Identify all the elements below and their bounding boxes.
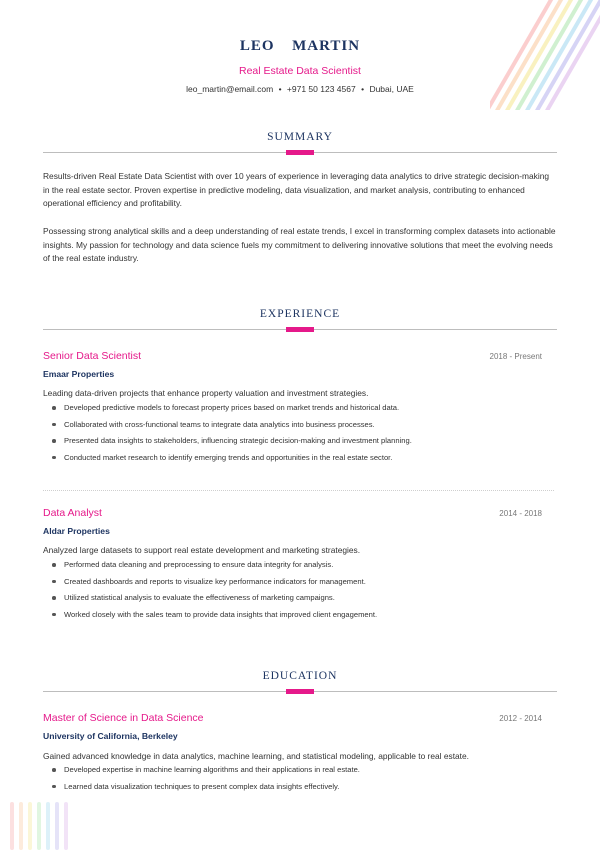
- list-item: [52, 435, 552, 452]
- bullet-icon: [52, 439, 56, 443]
- bullet-text: Developed expertise in machine learning algorithms and their applications in real estate.: [64, 765, 360, 774]
- candidate-job-title: Real Estate Data Scientist: [239, 65, 361, 77]
- job-bullet-list: [52, 402, 552, 468]
- contact-line: [0, 84, 600, 94]
- bullet-text: Performed data cleaning and preprocessing to ensure data integrity for analysis.: [64, 560, 334, 569]
- candidate-name: LEO MARTIN: [239, 38, 361, 54]
- decor-bar: [64, 802, 68, 850]
- degree-description: Gained advanced knowledge in data analytics, machine learning, and statistical modeling, applicable to real estate.: [43, 751, 469, 761]
- list-item: [52, 609, 552, 626]
- section-heading-education: [43, 670, 557, 700]
- job-title: Data Analyst: [43, 507, 102, 519]
- contact-location: Dubai, UAE: [369, 84, 414, 94]
- bullet-text: Conducted market research to identify emerging trends and opportunities in the real estate sector.: [64, 452, 393, 462]
- job-title: Senior Data Scientist: [43, 350, 142, 362]
- bullet-text: Developed predictive models to forecast property prices based on market trends and historical data.: [64, 403, 400, 412]
- list-item: [52, 592, 552, 609]
- bullet-icon: [52, 613, 56, 617]
- bullet-text: Learned data visualization techniques to present complex data insights effectively.: [64, 781, 340, 791]
- list-item: [52, 452, 552, 469]
- decor-bar: [46, 802, 50, 850]
- section-title: EXPERIENCE: [259, 308, 341, 320]
- degree-dates: 2012 - 2014: [499, 714, 542, 723]
- section-accent-bar: [286, 150, 314, 155]
- bullet-text: Utilized statistical analysis to evaluate the effectiveness of marketing campaigns.: [64, 593, 335, 602]
- degree-title: Master of Science in Data Science: [43, 712, 204, 724]
- contact-separator: •: [278, 84, 282, 94]
- decor-bar: [28, 802, 32, 850]
- section-heading-experience: [43, 308, 557, 338]
- list-item: [52, 559, 552, 576]
- decor-bar: [19, 802, 23, 850]
- list-item: [52, 764, 552, 781]
- contact-phone: +971 50 123 4567: [286, 84, 356, 94]
- section-heading-summary: [43, 131, 557, 161]
- contact-separator: •: [361, 84, 365, 94]
- bullet-text: Created dashboards and reports to visualize key performance indicators for management.: [64, 576, 366, 586]
- contact-email[interactable]: leo_martin@email.com: [186, 84, 274, 94]
- list-item: [52, 419, 552, 436]
- section-title: SUMMARY: [267, 131, 333, 143]
- bullet-icon: [52, 406, 56, 410]
- summary-paragraph: Possessing strong analytical skills and a deep understanding of real estate trends, I excel in transforming complex datasets into actionable insights. My passion for technology and data science fuels my commitment to delivering innovative solutions that meet the evolving needs of the real estate industry.: [43, 226, 556, 264]
- job-bullet-list: [52, 559, 552, 625]
- job-dates: 2014 - 2018: [499, 509, 542, 518]
- decor-bar: [10, 802, 14, 850]
- company-name: Aldar Properties: [43, 526, 110, 536]
- company-name: Emaar Properties: [43, 369, 115, 379]
- list-item: [52, 402, 552, 419]
- list-item: [52, 781, 552, 798]
- entry-separator: [43, 490, 554, 491]
- bullet-text: Worked closely with the sales team to provide data insights that improved client engagement.: [64, 609, 378, 619]
- section-accent-bar: [286, 689, 314, 694]
- decor-bar: [55, 802, 59, 850]
- bullet-icon: [52, 785, 56, 789]
- bullet-text: Collaborated with cross-functional teams to integrate data analytics into business processes.: [64, 419, 375, 429]
- degree-bullet-list: [52, 764, 552, 797]
- bullet-text: Presented data insights to stakeholders, influencing strategic decision-making and investment planning.: [64, 436, 412, 445]
- bullet-icon: [52, 580, 56, 584]
- decor-bar: [37, 802, 41, 850]
- summary-paragraph: Results-driven Real Estate Data Scientist with over 10 years of experience in leveraging data analytics to drive strategic decision-making in the real estate sector. Proven expertise in predictive modeling, data visualization, and market analysis, contributing to enhanced operational efficiency and profitability.: [43, 171, 550, 209]
- job-description: Analyzed large datasets to support real estate development and marketing strategies.: [43, 545, 361, 555]
- decorative-stripes-bottom: [0, 800, 80, 850]
- job-dates: 2018 - Present: [489, 352, 542, 361]
- bullet-icon: [52, 423, 56, 427]
- bullet-icon: [52, 563, 56, 567]
- bullet-icon: [52, 596, 56, 600]
- bullet-icon: [52, 456, 56, 460]
- school-name: University of California, Berkeley: [43, 731, 178, 741]
- section-accent-bar: [286, 327, 314, 332]
- job-description: Leading data-driven projects that enhance property valuation and investment strategies.: [43, 388, 369, 398]
- section-title: EDUCATION: [262, 670, 338, 682]
- bullet-icon: [52, 768, 56, 772]
- list-item: [52, 576, 552, 593]
